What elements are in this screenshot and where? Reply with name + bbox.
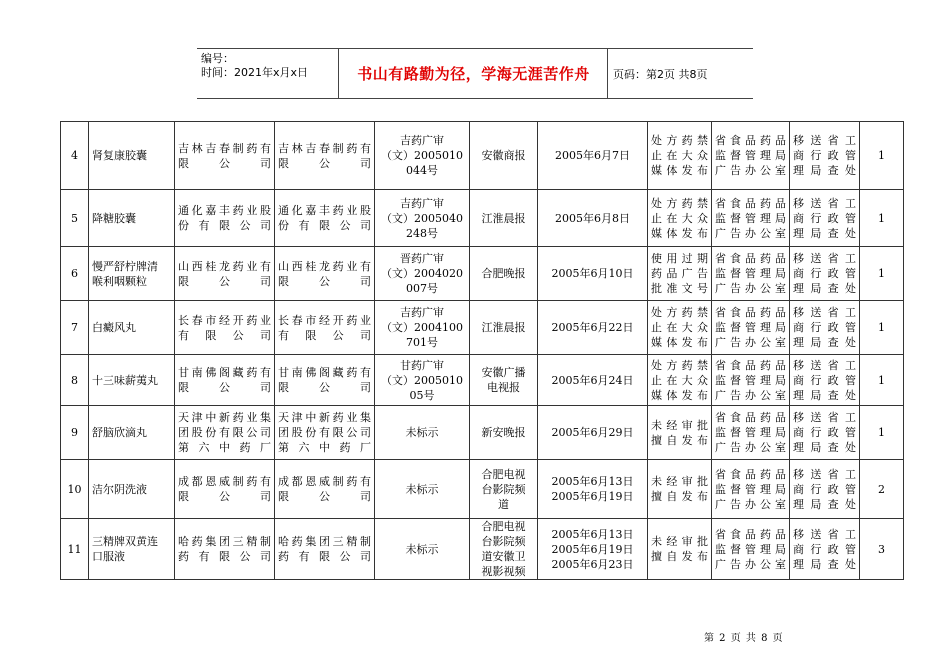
cell-line: 广告办公室	[715, 441, 786, 454]
cell-line: 甘南佛阁藏药有	[178, 366, 271, 379]
cell-line: 监督管理局	[715, 542, 786, 556]
manufacturer-cell	[275, 519, 375, 580]
cell-line: 监督管理局	[715, 149, 786, 162]
cell-line: 理局查处	[793, 282, 856, 295]
cell-line: 洁尔阴洗液	[92, 482, 147, 496]
drug-name-cell	[89, 406, 175, 460]
cell-line: 江淮晨报	[481, 211, 526, 225]
cell-line: 理局查处	[793, 164, 856, 177]
publish-date-cell	[538, 406, 648, 460]
cell-line: 甘药广审	[400, 358, 444, 372]
violation-cell	[648, 247, 712, 301]
monitoring-unit-cell	[712, 519, 790, 580]
cell-line: 慢严舒柠牌清	[92, 259, 158, 273]
header-divider	[607, 49, 608, 98]
cell-line: 合肥电视	[481, 520, 526, 533]
publish-date-cell	[538, 519, 648, 580]
violation-cell	[648, 519, 712, 580]
row-number-cell: 9	[61, 406, 89, 460]
media-cell	[470, 519, 538, 580]
cell-line: 监督管理局	[715, 211, 786, 225]
cell-line: 吉药广审	[400, 306, 444, 319]
cell-line: 道	[498, 497, 509, 511]
cell-line: 限公司	[278, 274, 371, 288]
count-cell: 1	[860, 190, 904, 247]
cell-line: 商行政管	[793, 542, 856, 556]
cell-line: 移送省工	[793, 252, 856, 265]
publish-date-cell	[538, 247, 648, 301]
cell-line: 药有限公司	[278, 550, 371, 563]
cell-line: 监督管理局	[715, 426, 786, 439]
cell-line: 广告办公室	[715, 226, 786, 240]
violation-table	[60, 121, 904, 580]
cell-line: 移送省工	[793, 527, 856, 541]
cell-line: 安徽广播	[481, 366, 526, 379]
applicant-cell	[175, 190, 275, 247]
cell-line: 团股份有限公司	[178, 426, 271, 439]
monitoring-unit-cell	[712, 406, 790, 460]
cell-line: 广告办公室	[715, 388, 786, 402]
cell-line: 喉利咽颗粒	[92, 274, 147, 288]
monitoring-unit-cell	[712, 190, 790, 247]
cell-line: 江淮晨报	[481, 321, 526, 334]
cell-line: 药有限公司	[178, 550, 271, 563]
applicant-cell	[175, 301, 275, 355]
applicant-cell	[175, 247, 275, 301]
drug-name-cell	[89, 355, 175, 406]
cell-line: 理局查处	[793, 497, 856, 511]
approval-number-cell	[375, 355, 470, 406]
cell-line: 使用过期	[651, 252, 708, 265]
cell-line: 省食品药品	[715, 134, 786, 147]
cell-line: 合肥电视	[481, 467, 526, 481]
cell-line: 合肥晚报	[481, 267, 526, 280]
cell-line: 安徽商报	[481, 149, 526, 162]
drug-name-cell	[89, 519, 175, 580]
handling-cell	[790, 301, 860, 355]
cell-line: 新安晚报	[481, 426, 526, 439]
cell-line: 省食品药品	[715, 467, 786, 481]
cell-line: 省食品药品	[715, 252, 786, 265]
cell-line: 降糖胶囊	[92, 211, 136, 225]
cell-line: 2005年6月24日	[551, 373, 634, 387]
cell-line: 舒脑欣滴丸	[92, 426, 147, 439]
drug-name-cell	[89, 247, 175, 301]
applicant-cell	[175, 519, 275, 580]
cell-line: 长春市经开药业	[178, 313, 271, 327]
cell-line: 十三味薪荑丸	[92, 373, 158, 387]
media-cell	[470, 355, 538, 406]
publish-date-cell	[538, 301, 648, 355]
handling-cell	[790, 460, 860, 519]
cell-line: 长春市经开药业	[278, 313, 371, 327]
manufacturer-cell	[275, 301, 375, 355]
cell-line: 份有限公司	[278, 219, 371, 232]
cell-line: 未经审批	[651, 418, 708, 432]
cell-line: 哈药集团三精制	[278, 535, 371, 548]
count-cell: 1	[860, 355, 904, 406]
cell-line: 道安徽卫	[481, 550, 526, 563]
row-number-cell: 4	[61, 122, 89, 190]
cell-line: 广告办公室	[715, 497, 786, 511]
cell-line: 限公司	[278, 381, 371, 394]
monitoring-unit-cell	[712, 247, 790, 301]
count-cell: 1	[860, 122, 904, 190]
cell-line: 限公司	[178, 490, 271, 503]
applicant-cell	[175, 355, 275, 406]
manufacturer-cell	[275, 122, 375, 190]
cell-line: 05号	[409, 388, 435, 402]
cell-line: 天津中新药业集	[178, 411, 271, 424]
media-cell	[470, 122, 538, 190]
violation-cell	[648, 301, 712, 355]
page-header	[197, 48, 753, 99]
violation-cell	[648, 122, 712, 190]
cell-line: 2005年6月19日	[551, 542, 634, 556]
row-number-cell: 7	[61, 301, 89, 355]
cell-line: 248号	[406, 226, 438, 240]
cell-line: 2005年6月19日	[551, 490, 634, 503]
document-number-label: 编号：	[201, 52, 234, 65]
cell-line: 成都恩威制药有	[278, 475, 371, 488]
cell-line: 2005年6月7日	[555, 149, 630, 162]
cell-line: 监督管理局	[715, 373, 786, 387]
cell-line: 第六中药厂	[178, 441, 271, 454]
cell-line: 监督管理局	[715, 482, 786, 496]
cell-line: 商行政管	[793, 267, 856, 280]
monitoring-unit-cell	[712, 122, 790, 190]
cell-line: 批准文号	[651, 282, 708, 295]
handling-cell	[790, 247, 860, 301]
cell-line: （文）2005040	[381, 211, 463, 225]
cell-line: 处方药禁	[651, 358, 708, 372]
approval-number-cell	[375, 190, 470, 247]
table-row	[61, 301, 904, 355]
drug-name-cell	[89, 122, 175, 190]
cell-line: 媒体发布	[651, 164, 708, 177]
cell-line: 止在大众	[651, 211, 708, 225]
violation-cell	[648, 406, 712, 460]
manufacturer-cell	[275, 406, 375, 460]
cell-line: 吉林吉春制药有	[278, 141, 371, 155]
cell-line: 未标示	[405, 542, 439, 556]
cell-line: 理局查处	[793, 226, 856, 240]
cell-line: 药品广告	[651, 267, 708, 280]
violation-cell	[648, 190, 712, 247]
approval-number-cell	[375, 406, 470, 460]
cell-line: 理局查处	[793, 557, 856, 571]
cell-line: 移送省工	[793, 467, 856, 481]
cell-line: 2005年6月8日	[555, 211, 630, 225]
cell-line: 山西桂龙药业有	[278, 259, 371, 273]
cell-line: 省食品药品	[715, 196, 786, 210]
row-number-cell: 5	[61, 190, 89, 247]
cell-line: 团股份有限公司	[278, 426, 371, 439]
drug-name-cell	[89, 301, 175, 355]
cell-line: 处方药禁	[651, 134, 708, 147]
applicant-cell	[175, 406, 275, 460]
approval-number-cell	[375, 301, 470, 355]
cell-line: 止在大众	[651, 149, 708, 162]
page-footer: 第 2 页 共 8 页	[704, 633, 784, 644]
handling-cell	[790, 122, 860, 190]
monitoring-unit-cell	[712, 460, 790, 519]
table-row	[61, 190, 904, 247]
cell-line: 通化嘉丰药业股	[278, 204, 371, 217]
media-cell	[470, 406, 538, 460]
cell-line: 044号	[406, 164, 438, 177]
cell-line: 701号	[406, 336, 438, 349]
cell-line: 视影视频	[481, 565, 526, 578]
publish-date-cell	[538, 355, 648, 406]
manufacturer-cell	[275, 247, 375, 301]
manufacturer-cell	[275, 460, 375, 519]
publish-date-cell	[538, 190, 648, 247]
cell-line: 007号	[406, 282, 438, 295]
publish-date-cell	[538, 122, 648, 190]
cell-line: 理局查处	[793, 388, 856, 402]
cell-line: 理局查处	[793, 336, 856, 349]
cell-line: 广告办公室	[715, 282, 786, 295]
cell-line: 擅自发布	[651, 550, 708, 563]
cell-line: 商行政管	[793, 321, 856, 334]
media-cell	[470, 190, 538, 247]
cell-line: 山西桂龙药业有	[178, 259, 271, 273]
cell-line: 省食品药品	[715, 306, 786, 319]
document-time-label: 时间：2021年x月x日	[201, 66, 309, 79]
cell-line: 商行政管	[793, 373, 856, 387]
drug-name-cell	[89, 460, 175, 519]
approval-number-cell	[375, 247, 470, 301]
cell-line: 2005年6月10日	[551, 267, 634, 280]
cell-line: 台影院频	[481, 535, 526, 548]
cell-line: 2005年6月13日	[551, 475, 634, 488]
cell-line: 份有限公司	[178, 219, 271, 232]
drug-name-cell	[89, 190, 175, 247]
cell-line: 广告办公室	[715, 164, 786, 177]
cell-line: 擅自发布	[651, 490, 708, 503]
count-cell: 3	[860, 519, 904, 580]
cell-line: 肾复康胶囊	[92, 149, 147, 162]
row-number-cell: 10	[61, 460, 89, 519]
cell-line: 省食品药品	[715, 358, 786, 372]
header-motto: 书山有路勤为径，学海无涯苦作舟	[357, 65, 590, 83]
handling-cell	[790, 355, 860, 406]
cell-line: 限公司	[278, 490, 371, 503]
cell-line: 理局查处	[793, 441, 856, 454]
cell-line: 未经审批	[651, 535, 708, 548]
cell-line: 省食品药品	[715, 411, 786, 424]
cell-line: 晋药广审	[400, 252, 444, 265]
cell-line: 广告办公室	[715, 557, 786, 571]
cell-line: 电视报	[487, 381, 520, 394]
cell-line: 白癜风丸	[92, 321, 136, 334]
cell-line: 甘南佛阁藏药有	[278, 366, 371, 379]
monitoring-unit-cell	[712, 355, 790, 406]
cell-line: 吉药广审	[400, 196, 444, 210]
cell-line: 限公司	[178, 156, 271, 170]
cell-line: 哈药集团三精制	[178, 535, 271, 548]
cell-line: 监督管理局	[715, 321, 786, 334]
cell-line: 省食品药品	[715, 527, 786, 541]
row-number-cell: 6	[61, 247, 89, 301]
manufacturer-cell	[275, 355, 375, 406]
cell-line: 三精牌双黄连	[92, 535, 158, 548]
cell-line: 商行政管	[793, 426, 856, 439]
cell-line: 处方药禁	[651, 196, 708, 210]
publish-date-cell	[538, 460, 648, 519]
header-page-indicator: 页码：第2页 共8页	[613, 67, 708, 81]
violation-cell	[648, 355, 712, 406]
cell-line: 有限公司	[278, 328, 371, 342]
count-cell: 2	[860, 460, 904, 519]
cell-line: 广告办公室	[715, 336, 786, 349]
cell-line: （文）2004020	[381, 267, 463, 280]
approval-number-cell	[375, 122, 470, 190]
row-number-cell: 8	[61, 355, 89, 406]
handling-cell	[790, 190, 860, 247]
cell-line: （文）2005010	[381, 149, 463, 162]
media-cell	[470, 301, 538, 355]
cell-line: 未标示	[405, 482, 439, 496]
cell-line: 止在大众	[651, 373, 708, 387]
cell-line: 2005年6月22日	[551, 321, 634, 334]
cell-line: 商行政管	[793, 211, 856, 225]
table-row	[61, 519, 904, 580]
count-cell: 1	[860, 301, 904, 355]
cell-line: 2005年6月29日	[551, 426, 634, 439]
cell-line: 未经审批	[651, 475, 708, 488]
cell-line: 移送省工	[793, 306, 856, 319]
count-cell: 1	[860, 406, 904, 460]
manufacturer-cell	[275, 190, 375, 247]
header-meta	[201, 52, 308, 80]
cell-line: 监督管理局	[715, 267, 786, 280]
cell-line: 移送省工	[793, 134, 856, 147]
cell-line: 2005年6月23日	[551, 557, 634, 571]
media-cell	[470, 247, 538, 301]
approval-number-cell	[375, 460, 470, 519]
cell-line: 媒体发布	[651, 336, 708, 349]
cell-line: 第六中药厂	[278, 441, 371, 454]
cell-line: 台影院频	[481, 482, 526, 496]
cell-line: （文）2004100	[381, 321, 463, 334]
cell-line: 未标示	[405, 426, 439, 439]
cell-line: 媒体发布	[651, 226, 708, 240]
cell-line: 擅自发布	[651, 433, 708, 447]
row-number-cell: 11	[61, 519, 89, 580]
cell-line: 媒体发布	[651, 388, 708, 402]
cell-line: 口服液	[92, 550, 125, 563]
count-cell: 1	[860, 247, 904, 301]
monitoring-unit-cell	[712, 301, 790, 355]
cell-line: 限公司	[178, 381, 271, 394]
cell-line: 有限公司	[178, 328, 271, 342]
applicant-cell	[175, 122, 275, 190]
cell-line: 2005年6月13日	[551, 527, 634, 541]
cell-line: 移送省工	[793, 358, 856, 372]
cell-line: 移送省工	[793, 411, 856, 424]
cell-line: （文）2005010	[381, 373, 463, 387]
approval-number-cell	[375, 519, 470, 580]
cell-line: 限公司	[178, 274, 271, 288]
handling-cell	[790, 519, 860, 580]
table-row	[61, 355, 904, 406]
cell-line: 成都恩威制药有	[178, 475, 271, 488]
cell-line: 止在大众	[651, 321, 708, 334]
cell-line: 通化嘉丰药业股	[178, 204, 271, 217]
media-cell	[470, 460, 538, 519]
cell-line: 商行政管	[793, 482, 856, 496]
table-row	[61, 247, 904, 301]
cell-line: 吉药广审	[400, 134, 444, 147]
violation-cell	[648, 460, 712, 519]
table-row	[61, 122, 904, 190]
table-row	[61, 406, 904, 460]
cell-line: 限公司	[278, 156, 371, 170]
applicant-cell	[175, 460, 275, 519]
cell-line: 吉林吉春制药有	[178, 141, 271, 155]
cell-line: 天津中新药业集	[278, 411, 371, 424]
cell-line: 处方药禁	[651, 306, 708, 319]
cell-line: 商行政管	[793, 149, 856, 162]
handling-cell	[790, 406, 860, 460]
cell-line: 移送省工	[793, 196, 856, 210]
header-divider	[338, 49, 339, 98]
table-row	[61, 460, 904, 519]
